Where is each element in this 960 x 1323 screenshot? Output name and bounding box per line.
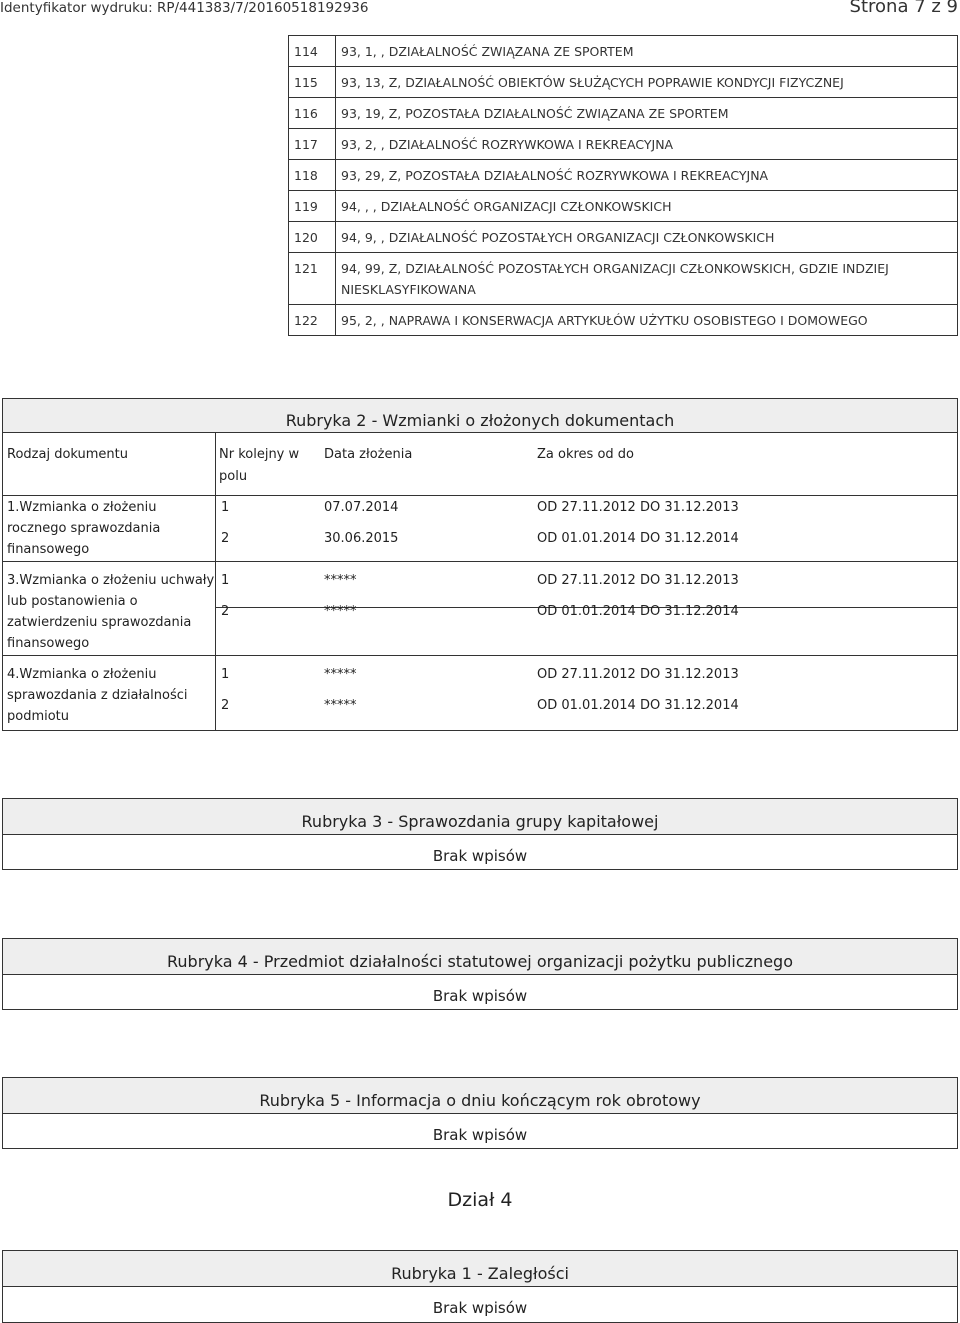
entry-date: ***** (324, 573, 357, 588)
header-rodzaj-dokumentu: Rodzaj dokumentu (7, 447, 128, 462)
rubryka-4-body: Brak wpisów (432, 987, 528, 1005)
rubryka-5-body: Brak wpisów (432, 1126, 528, 1144)
pkd-row-description: 93, 19, Z, POZOSTAŁA DZIAŁALNOŚĆ ZWIĄZANA ZE SPORTEM (336, 98, 958, 129)
pkd-row (289, 191, 958, 222)
pkd-row-description: 93, 13, Z, DZIAŁALNOŚĆ OBIEKTÓW SŁUŻĄCYCH POPRAWIE KONDYCJI FIZYCZNEJ (336, 67, 958, 98)
entry-date: 07.07.2014 (324, 500, 399, 515)
pkd-row-number: 117 (289, 129, 336, 160)
column-divider (215, 433, 216, 730)
print-identifier: Identyfikator wydruku: RP/441383/7/20160518192936 (0, 0, 369, 16)
pkd-row-description: 95, 2, , NAPRAWA I KONSERWACJA ARTYKUŁÓW UŻYTKU OSOBISTEGO I DOMOWEGO (336, 305, 958, 336)
entry-period: OD 01.01.2014 DO 31.12.2014 (537, 698, 739, 713)
pkd-row-description: 94, 9, , DZIAŁALNOŚĆ POZOSTAŁYCH ORGANIZACJI CZŁONKOWSKICH (336, 222, 958, 253)
rubryka-3-body: Brak wpisów (432, 847, 528, 865)
entry-nr: 2 (221, 531, 230, 546)
group-3-name-line: lub postanowienia o (7, 594, 138, 609)
rubryka-4-header-band (3, 939, 957, 975)
pkd-row (289, 129, 958, 160)
dzial-4-rubryka-1-body: Brak wpisów (432, 1299, 528, 1317)
header-za-okres: Za okres od do (537, 447, 634, 462)
entry-period: OD 27.11.2012 DO 31.12.2013 (537, 573, 739, 588)
entry-period: OD 01.01.2014 DO 31.12.2014 (537, 604, 739, 619)
pkd-row (289, 305, 958, 336)
pkd-row-number: 121 (289, 253, 336, 305)
entry-period: OD 27.11.2012 DO 31.12.2013 (537, 500, 739, 515)
group-1-name-line: finansowego (7, 542, 90, 557)
header-nr-kolejny-line2: polu (219, 469, 248, 484)
entry-nr: 2 (221, 604, 230, 619)
entry-nr: 1 (221, 573, 230, 588)
pkd-table (288, 35, 958, 336)
pkd-row-description: 94, , , DZIAŁALNOŚĆ ORGANIZACJI CZŁONKOWSKICH (336, 191, 958, 222)
pkd-row (289, 160, 958, 191)
group-3-name-line: finansowego (7, 636, 90, 651)
pkd-row-description: 93, 1, , DZIAŁALNOŚĆ ZWIĄZANA ZE SPORTEM (336, 36, 958, 67)
rubryka-5-title: Rubryka 5 - Informacja o dniu kończącym rok obrotowy (259, 1091, 701, 1110)
rubryka-3-section (2, 798, 958, 870)
group-4-name-line: 4.Wzmianka o złożeniu (7, 667, 157, 682)
group-divider (3, 561, 957, 562)
rubryka-4-section (2, 938, 958, 1010)
entry-nr: 2 (221, 698, 230, 713)
page-header (0, 0, 960, 16)
rubryka-2-section (2, 398, 958, 731)
rubryka-5-header-band (3, 1078, 957, 1114)
pkd-row-description: 94, 99, Z, DZIAŁALNOŚĆ POZOSTAŁYCH ORGANIZACJI CZŁONKOWSKICH, GDZIE INDZIEJ NIESKLASYFIKOWANA (336, 253, 958, 305)
pkd-row (289, 222, 958, 253)
rubryka-3-title: Rubryka 3 - Sprawozdania grupy kapitałowej (301, 812, 659, 831)
pkd-row-number: 119 (289, 191, 336, 222)
pkd-row-number: 116 (289, 98, 336, 129)
entry-period: OD 01.01.2014 DO 31.12.2014 (537, 531, 739, 546)
pkd-row-number: 114 (289, 36, 336, 67)
pkd-row (289, 36, 958, 67)
dzial-4-title: Dział 4 (447, 1189, 513, 1211)
entry-nr: 1 (221, 667, 230, 682)
header-nr-kolejny-line1: Nr kolejny w (219, 447, 300, 462)
header-row-divider (3, 495, 957, 496)
pkd-row (289, 253, 958, 305)
group-4-name-line: sprawozdania z działalności (7, 688, 188, 703)
pkd-row (289, 98, 958, 129)
entry-period: OD 27.11.2012 DO 31.12.2013 (537, 667, 739, 682)
rubryka-4-title: Rubryka 4 - Przedmiot działalności statutowej organizacji pożytku publicznego (167, 952, 793, 971)
pkd-row-number: 115 (289, 67, 336, 98)
header-data-zlozenia: Data złożenia (324, 447, 413, 462)
pkd-row-description: 93, 2, , DZIAŁALNOŚĆ ROZRYWKOWA I REKREACYJNA (336, 129, 958, 160)
entry-nr: 1 (221, 500, 230, 515)
pkd-row-number: 118 (289, 160, 336, 191)
rubryka-2-title: Rubryka 2 - Wzmianki o złożonych dokumentach (285, 411, 675, 430)
group-3-name-line: zatwierdzeniu sprawozdania (7, 615, 192, 630)
dzial-4-rubryka-1-header-band (3, 1251, 957, 1287)
dzial-4-rubryka-1-title: Rubryka 1 - Zaległości (391, 1264, 569, 1283)
pkd-row (289, 67, 958, 98)
pkd-table-body (289, 36, 958, 336)
dzial-4-rubryka-1-section (2, 1250, 958, 1323)
entry-date: 30.06.2015 (324, 531, 399, 546)
group-1-name-line: rocznego sprawozdania (7, 521, 161, 536)
page-number: Strona 7 z 9 (849, 0, 958, 17)
pkd-row-number: 122 (289, 305, 336, 336)
group-4-name-line: podmiotu (7, 709, 70, 724)
rubryka-5-section (2, 1077, 958, 1149)
pkd-row-description: 93, 29, Z, POZOSTAŁA DZIAŁALNOŚĆ ROZRYWKOWA I REKREACYJNA (336, 160, 958, 191)
entry-date: ***** (324, 604, 357, 619)
pkd-row-number: 120 (289, 222, 336, 253)
group-1-name-line: 1.Wzmianka o złożeniu (7, 500, 157, 515)
entry-date: ***** (324, 667, 357, 682)
rubryka-3-header-band (3, 799, 957, 835)
group-3-name-line: 3.Wzmianka o złożeniu uchwały (7, 573, 215, 588)
entry-date: ***** (324, 698, 357, 713)
group-divider (3, 655, 957, 656)
